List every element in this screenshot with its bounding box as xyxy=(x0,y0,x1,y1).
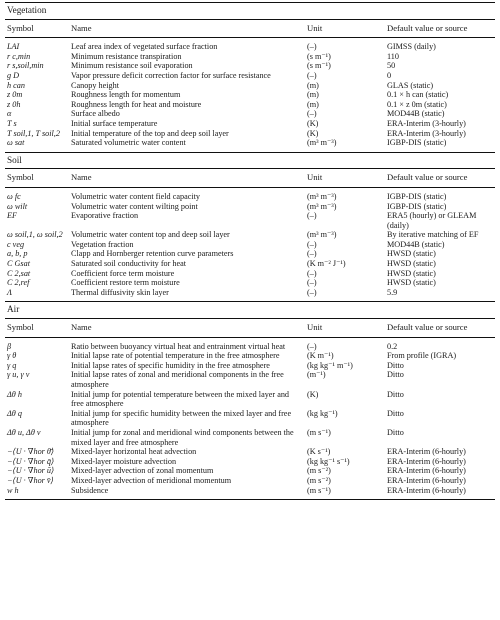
table-row xyxy=(5,337,495,351)
name-cell: Minimum resistance transpiration xyxy=(71,51,182,61)
section-title: Soil xyxy=(5,152,495,169)
name-cell: Mixed-layer advection of zonal momentum xyxy=(71,466,214,476)
unit-cell: (–) xyxy=(307,249,317,259)
name-cell: Initial lapse rates of specific humidity in the free atmosphere xyxy=(71,360,270,370)
unit-cell: (m) xyxy=(307,80,319,90)
unit-cell: (m³ m⁻³) xyxy=(307,230,337,240)
symbol-cell: C 2,ref xyxy=(7,278,30,288)
symbol-cell: T s xyxy=(7,118,17,128)
default-cell: ERA-Interim (6-hourly) xyxy=(387,447,466,457)
name-cell: Volumetric water content wilting point xyxy=(71,201,198,211)
name-cell: Initial lapse rate of potential temperature in the free atmosphere xyxy=(71,351,280,361)
name-cell: Initial lapse rates of zonal and meridional components in the free atmosphere xyxy=(71,370,284,389)
name-cell: Mixed-layer advection of meridional momentum xyxy=(71,475,232,485)
default-cell: 0.1 × z 0m (static) xyxy=(387,99,447,109)
default-cell: MOD44B (static) xyxy=(387,109,445,119)
name-cell: Evaporative fraction xyxy=(71,211,139,221)
default-cell: MOD44B (static) xyxy=(387,239,445,249)
default-cell: Ditto xyxy=(387,427,404,437)
default-cell: ERA-Interim (6-hourly) xyxy=(387,456,466,466)
table-row xyxy=(5,351,495,361)
column-header-unit: Unit xyxy=(305,169,385,188)
section-title-row xyxy=(5,152,495,169)
section-title-row xyxy=(5,302,495,319)
table-row xyxy=(5,466,495,476)
symbol-cell: ω fc xyxy=(7,191,21,201)
default-cell: 110 xyxy=(387,51,399,61)
default-cell: HWSD (static) xyxy=(387,278,436,288)
unit-cell: (m³ m⁻³) xyxy=(307,191,337,201)
symbol-cell: −⟨U · ∇hor v̄⟩ xyxy=(7,475,54,485)
table-row xyxy=(5,390,495,409)
default-cell: 50 xyxy=(387,61,396,71)
symbol-cell: Λ xyxy=(7,287,12,297)
symbol-cell: h can xyxy=(7,80,25,90)
unit-cell: (–) xyxy=(307,239,317,249)
column-header-default: Default value or source xyxy=(385,19,495,38)
symbol-cell: γ u, γ v xyxy=(7,370,30,380)
unit-cell: (–) xyxy=(307,287,317,297)
symbol-cell: −⟨U · ∇hor ū⟩ xyxy=(7,466,55,476)
table-row xyxy=(5,476,495,486)
table-row xyxy=(5,447,495,457)
symbol-cell: a, b, p xyxy=(7,249,28,259)
name-cell: Initial jump for zonal and meridional wind components between the mixed layer and free atmosphere xyxy=(71,427,294,447)
default-cell: ERA-Interim (6-hourly) xyxy=(385,486,495,500)
symbol-cell: ω soil,1, ω soil,2 xyxy=(7,230,63,240)
name-cell: Initial jump for potential temperature between the mixed layer and free atmosphere xyxy=(71,389,290,409)
table-row xyxy=(5,71,495,81)
name-cell: Coefficient force term moisture xyxy=(71,268,175,278)
unit-cell: (K) xyxy=(307,118,319,128)
name-cell: Initial temperature of the top and deep soil layer xyxy=(71,128,229,138)
unit-cell: (–) xyxy=(307,341,317,351)
symbol-cell: γ θ xyxy=(7,351,17,361)
default-cell: 0.2 xyxy=(387,341,398,351)
column-header-symbol: Symbol xyxy=(5,169,69,188)
table-row xyxy=(5,52,495,62)
default-cell: 5.9 xyxy=(387,287,398,297)
symbol-cell: g D xyxy=(7,70,20,80)
table-row xyxy=(5,138,495,152)
table-row xyxy=(5,486,495,500)
table-row xyxy=(5,240,495,250)
symbol-cell: EF xyxy=(7,211,18,221)
name-cell: Initial surface temperature xyxy=(71,118,158,128)
default-cell: HWSD (static) xyxy=(387,249,436,259)
name-cell: Coefficient restore term moisture xyxy=(71,278,180,288)
name-cell: Volumetric water content field capacity xyxy=(71,191,200,201)
unit-cell: (m) xyxy=(307,99,319,109)
table-row xyxy=(5,119,495,129)
default-cell: ERA-Interim (3-hourly) xyxy=(387,118,466,128)
unit-cell: (m³ m⁻³) xyxy=(307,138,337,148)
name-cell: Canopy height xyxy=(71,80,119,90)
parameter-table xyxy=(5,2,495,500)
symbol-cell: ω sat xyxy=(7,138,25,148)
name-cell: Surface albedo xyxy=(71,109,120,119)
table-row xyxy=(5,230,495,240)
table-row xyxy=(5,38,495,52)
default-cell: ERA-Interim (3-hourly) xyxy=(387,128,466,138)
table-row xyxy=(5,90,495,100)
symbol-cell: Δθ u, Δθ v xyxy=(7,427,41,437)
symbol-cell: −⟨U · ∇hor θ̄⟩ xyxy=(7,447,55,457)
default-cell: HWSD (static) xyxy=(387,259,436,269)
unit-cell: (–) xyxy=(307,268,317,278)
name-cell: Saturated volumetric water content xyxy=(71,138,186,148)
default-cell: ERA-Interim (6-hourly) xyxy=(387,466,466,476)
default-cell: ERA5 (hourly) or GLEAM (daily) xyxy=(387,211,477,230)
unit-cell: (m s⁻¹) xyxy=(307,427,331,437)
column-header-symbol: Symbol xyxy=(5,319,69,338)
unit-cell: (m s⁻²) xyxy=(307,466,331,476)
symbol-cell: c veg xyxy=(7,239,25,249)
column-header-unit: Unit xyxy=(305,319,385,338)
name-cell: Minimum resistance soil evaporation xyxy=(71,61,193,71)
table-row xyxy=(5,187,495,201)
table-row xyxy=(5,109,495,119)
symbol-cell: LAI xyxy=(7,42,20,52)
column-header-symbol: Symbol xyxy=(5,19,69,38)
symbol-cell: Δθ q xyxy=(7,408,22,418)
name-cell: Clapp and Hornberger retention curve parameters xyxy=(71,249,234,259)
table-row xyxy=(5,100,495,110)
name-cell: Thermal diffusivity skin layer xyxy=(71,287,169,297)
column-header-row xyxy=(5,19,495,38)
unit-cell: (–) xyxy=(307,42,317,52)
name-cell: Roughness length for momentum xyxy=(71,90,181,100)
section-title: Vegetation xyxy=(5,3,495,20)
unit-cell: (kg kg⁻¹ m⁻¹) xyxy=(307,360,353,370)
table-row xyxy=(5,278,495,288)
table-row xyxy=(5,259,495,269)
unit-cell: (–) xyxy=(307,278,317,288)
default-cell: By iterative matching of EF xyxy=(387,230,479,240)
unit-cell: (K) xyxy=(307,128,319,138)
table-row xyxy=(5,288,495,302)
name-cell: Initial jump for specific humidity between the mixed layer and free atmosphere xyxy=(71,408,292,428)
unit-cell: (m s⁻¹) xyxy=(305,486,385,500)
name-cell: Ratio between buoyancy virtual heat and entrainment virtual heat xyxy=(71,341,286,351)
table-row xyxy=(5,370,495,389)
default-cell: Ditto xyxy=(387,370,404,380)
unit-cell: (K m⁻¹) xyxy=(307,351,334,361)
table-row xyxy=(5,202,495,212)
default-cell: 0 xyxy=(387,70,392,80)
symbol-cell: Δθ h xyxy=(7,389,22,399)
symbol-cell: −⟨U · ∇hor q̄⟩ xyxy=(7,456,55,466)
name-cell: Roughness length for heat and moisture xyxy=(71,99,202,109)
symbol-cell: β xyxy=(7,341,12,351)
column-header-default: Default value or source xyxy=(385,319,495,338)
table-row xyxy=(5,457,495,467)
unit-cell: (K s⁻¹) xyxy=(307,447,331,457)
default-cell: 0.1 × h can (static) xyxy=(387,90,449,100)
default-cell: GLAS (static) xyxy=(387,80,434,90)
default-cell: IGBP-DIS (static) xyxy=(387,201,447,211)
parameter-table-body xyxy=(5,3,495,500)
symbol-cell: w h xyxy=(5,486,69,500)
table-row xyxy=(5,428,495,447)
default-cell: IGBP-DIS (static) xyxy=(387,138,447,148)
unit-cell: (–) xyxy=(307,211,317,221)
name-cell: Vapor pressure deficit correction factor for surface resistance xyxy=(71,70,271,80)
table-row xyxy=(5,409,495,428)
name-cell: Volumetric water content top and deep soil layer xyxy=(71,230,230,240)
unit-cell: (K) xyxy=(307,389,319,399)
default-cell: ERA-Interim (6-hourly) xyxy=(387,475,466,485)
table-row xyxy=(5,81,495,91)
symbol-cell: T soil,1, T soil,2 xyxy=(7,128,60,138)
unit-cell: (s m⁻¹) xyxy=(307,61,331,71)
unit-cell: (kg kg⁻¹ s⁻¹) xyxy=(307,456,350,466)
name-cell: Saturated soil conductivity for heat xyxy=(71,259,187,269)
unit-cell: (K m⁻² J⁻¹) xyxy=(307,259,346,269)
default-cell: HWSD (static) xyxy=(387,268,436,278)
symbol-cell: ω wilt xyxy=(7,201,28,211)
default-cell: Ditto xyxy=(387,389,404,399)
default-cell: GIMSS (daily) xyxy=(387,42,436,52)
column-header-name: Name xyxy=(69,19,305,38)
table-row xyxy=(5,61,495,71)
column-header-name: Name xyxy=(69,169,305,188)
table-row xyxy=(5,269,495,279)
unit-cell: (s m⁻¹) xyxy=(307,51,331,61)
column-header-default: Default value or source xyxy=(385,169,495,188)
unit-cell: (m) xyxy=(307,90,319,100)
symbol-cell: α xyxy=(7,109,12,119)
symbol-cell: C 2,sat xyxy=(7,268,31,278)
table-row xyxy=(5,249,495,259)
default-cell: Ditto xyxy=(387,408,404,418)
section-title: Air xyxy=(5,302,495,319)
symbol-cell: z 0h xyxy=(7,99,21,109)
unit-cell: (m³ m⁻³) xyxy=(307,201,337,211)
name-cell: Mixed-layer moisture advection xyxy=(71,456,177,466)
table-row xyxy=(5,129,495,139)
unit-cell: (m⁻¹) xyxy=(307,370,326,380)
symbol-cell: r s,soil,min xyxy=(7,61,44,71)
symbol-cell: r c,min xyxy=(7,51,31,61)
column-header-row xyxy=(5,319,495,338)
column-header-unit: Unit xyxy=(305,19,385,38)
unit-cell: (m s⁻²) xyxy=(307,475,331,485)
name-cell: Subsidence xyxy=(69,486,305,500)
section-title-row xyxy=(5,3,495,20)
unit-cell: (kg kg⁻¹) xyxy=(307,408,338,418)
symbol-cell: γ q xyxy=(7,360,17,370)
default-cell: From profile (IGRA) xyxy=(387,351,457,361)
column-header-row xyxy=(5,169,495,188)
name-cell: Leaf area index of vegetated surface fraction xyxy=(71,42,218,52)
table-row xyxy=(5,361,495,371)
unit-cell: (–) xyxy=(307,70,317,80)
table-row xyxy=(5,211,495,230)
default-cell: Ditto xyxy=(387,360,404,370)
column-header-name: Name xyxy=(69,319,305,338)
symbol-cell: C Gsat xyxy=(7,259,30,269)
symbol-cell: z 0m xyxy=(7,90,23,100)
name-cell: Mixed-layer horizontal heat advection xyxy=(71,447,197,457)
default-cell: IGBP-DIS (static) xyxy=(387,191,447,201)
name-cell: Vegetation fraction xyxy=(71,239,134,249)
unit-cell: (–) xyxy=(307,109,317,119)
